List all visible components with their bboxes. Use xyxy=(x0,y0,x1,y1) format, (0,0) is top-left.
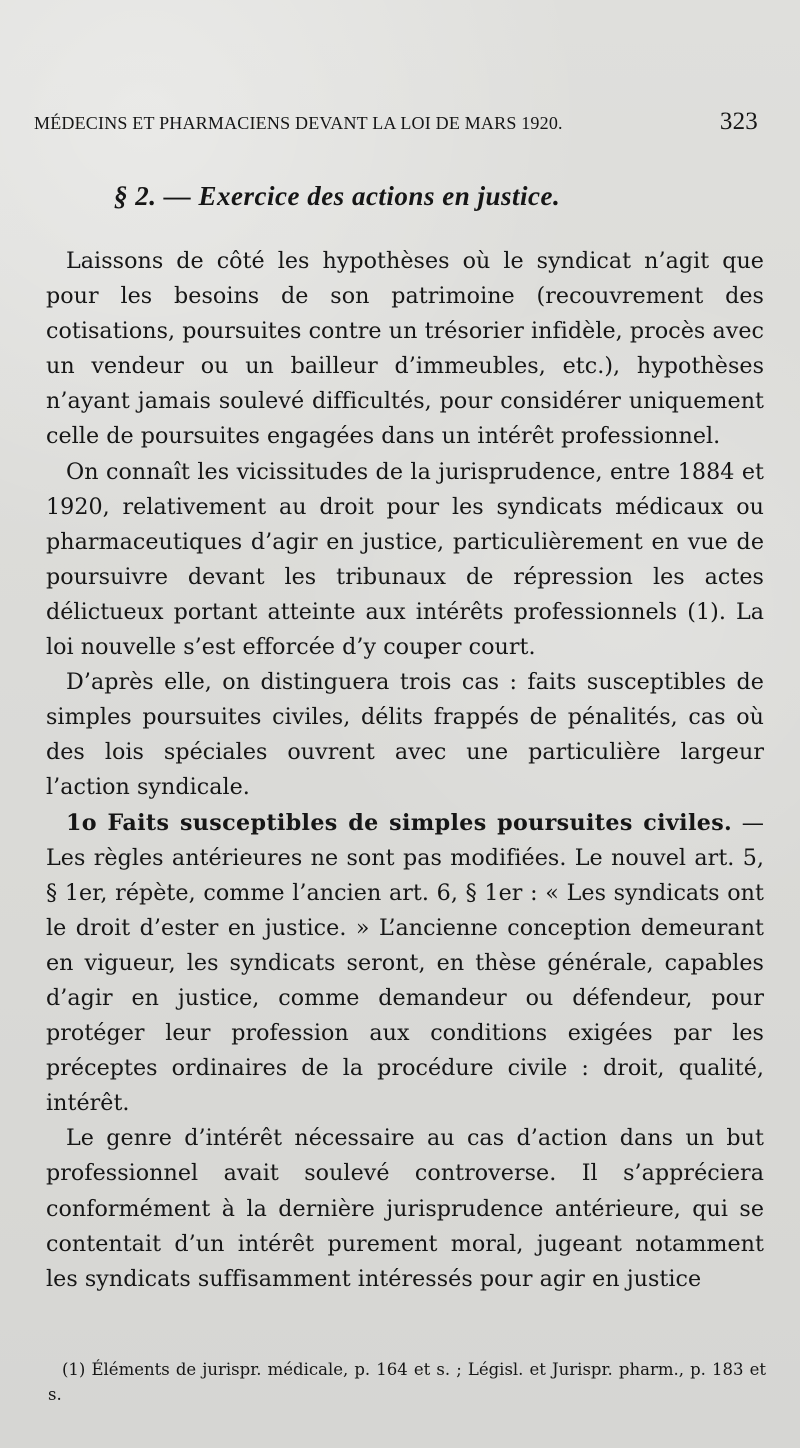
paragraph-civil-actions xyxy=(46,806,764,1122)
subsection-text: — Les règles antérieures ne sont pas modifiées. Le nouvel art. 5, § 1er, répète, comme l’ancien art. 6, § 1er : « Les syndicats ont le droit d’ester en justice. » L’ancienne conception demeurant en vigueur, les syndicats seront, en thèse générale, capables d’agir en justice, comme demandeur ou défendeur, pour protéger leur profession aux conditions exigées par les préceptes ordinaires de la procédure civile : droit, qualité, intérêt. xyxy=(46,809,764,1117)
running-title: MÉDECINS ET PHARMACIENS DEVANT LA LOI DE MARS 1920. xyxy=(34,113,563,133)
page-number: 323 xyxy=(719,108,758,135)
footnote-text: (1) Éléments de jurispr. médicale, p. 164 et s. ; Législ. et Jurispr. pharm., p. 183 et s. xyxy=(48,1360,766,1404)
body-text xyxy=(46,244,764,1297)
running-header xyxy=(34,108,758,136)
subsection-heading: 1o Faits susceptibles de simples poursuites civiles. xyxy=(66,809,733,836)
section-heading: § 2. — Exercice des actions en justice. xyxy=(114,181,561,211)
footnote xyxy=(48,1357,766,1407)
paragraph-jurisprudence: On connaît les vicissitudes de la jurisprudence, entre 1884 et 1920, relativement au droit pour les syndicats médicaux ou pharmaceutiques d’agir en justice, particulièrement en vue de poursuivre devant les tribunaux de répression les actes délictueux portant atteinte aux intérêts professionnels (1). La loi nouvelle s’est efforcée d’y couper court. xyxy=(46,458,764,661)
paragraph-interest: Le genre d’intérêt nécessaire au cas d’action dans un but professionnel avait soulevé controverse. Il s’appréciera conformément à la dernière jurisprudence antérieure, qui se contentait d’un intérêt purement moral, jugeant notamment les syndicats suffisamment intéressés pour agir en justice xyxy=(46,1125,764,1292)
paragraph-intro: Laissons de côté les hypothèses où le syndicat n’agit que pour les besoins de son patrimoine (recouvrement des cotisations, poursuites contre un trésorier infidèle, procès avec un vendeur ou un bailleur d’immeubles, etc.), hypothèses n’ayant jamais soulevé difficultés, pour considérer uniquement celle de poursuites engagées dans un intérêt professionnel. xyxy=(46,248,764,450)
paragraph-three-cases: D’après elle, on distinguera trois cas : faits susceptibles de simples poursuites civiles, délits frappés de pénalités, cas où des lois spéciales ouvrent avec une particulière largeur l’action syndicale. xyxy=(46,669,764,801)
